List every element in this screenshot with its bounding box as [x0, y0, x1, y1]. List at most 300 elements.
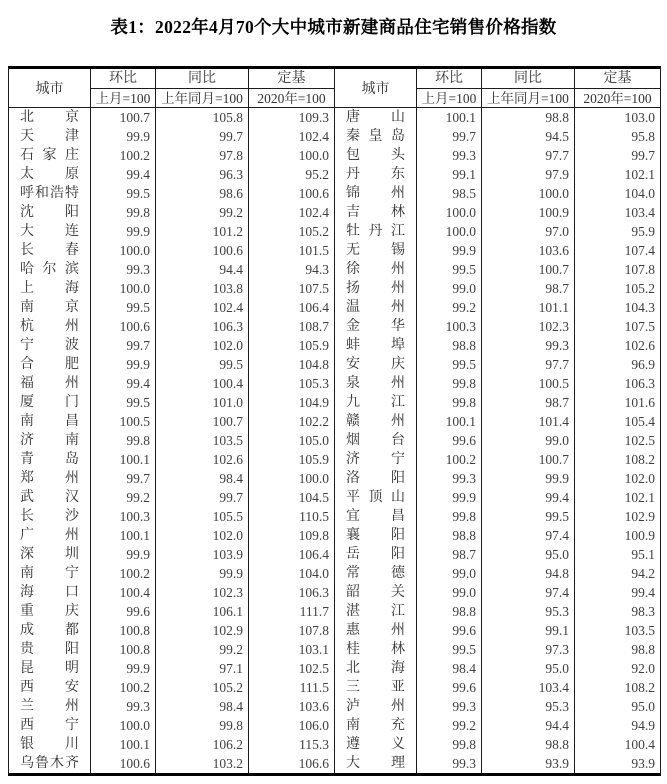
- column-header-city: 城市: [335, 69, 416, 108]
- yoy-value: 100.5: [481, 374, 574, 393]
- fixed-base-value: 95.9: [574, 222, 660, 241]
- yoy-value: 98.6: [155, 184, 248, 203]
- city-name: 长春: [20, 243, 79, 258]
- yoy-value: 98.7: [481, 393, 574, 412]
- yoy-value: 95.0: [481, 545, 574, 564]
- fixed-base-value: 102.0: [574, 469, 660, 488]
- yoy-value: 103.9: [155, 545, 248, 564]
- city-name: 天津: [20, 129, 79, 144]
- fixed-base-value: 96.9: [574, 355, 660, 374]
- column-subheader-fixed-base: 2020年=100: [574, 89, 660, 108]
- mom-value: 99.2: [416, 716, 481, 735]
- yoy-value: 103.2: [155, 754, 248, 773]
- fixed-base-value: 107.5: [574, 317, 660, 336]
- mom-value: 100.6: [90, 754, 155, 773]
- mom-value: 99.6: [90, 602, 155, 621]
- fixed-base-value: 102.4: [248, 203, 334, 222]
- fixed-base-value: 106.4: [248, 298, 334, 317]
- fixed-base-value: 107.8: [574, 260, 660, 279]
- city-name: 南京: [20, 300, 79, 315]
- column-header-mom: 环比: [90, 69, 155, 89]
- column-subheader-yoy-base: 上年同月=100: [481, 89, 574, 108]
- city-name: 大连: [20, 224, 79, 239]
- city-name: 泉州: [346, 376, 405, 391]
- fixed-base-value: 100.9: [574, 526, 660, 545]
- city-name: 襄阳: [346, 528, 405, 543]
- mom-value: 100.0: [416, 222, 481, 241]
- yoy-value: 99.9: [481, 469, 574, 488]
- mom-value: 99.5: [90, 393, 155, 412]
- mom-value: 99.0: [416, 279, 481, 298]
- fixed-base-value: 105.2: [574, 279, 660, 298]
- fixed-base-value: 105.9: [248, 450, 334, 469]
- yoy-value: 98.4: [155, 469, 248, 488]
- yoy-value: 99.2: [155, 203, 248, 222]
- yoy-value: 105.8: [155, 108, 248, 127]
- table-header-left: [9, 69, 334, 108]
- city-name: 北京: [20, 110, 79, 125]
- yoy-value: 106.3: [155, 317, 248, 336]
- yoy-value: 95.3: [481, 602, 574, 621]
- yoy-value: 101.1: [481, 298, 574, 317]
- yoy-value: 99.1: [481, 621, 574, 640]
- fixed-base-value: 103.0: [574, 108, 660, 127]
- fixed-base-value: 94.2: [574, 564, 660, 583]
- city-name: 泸州: [346, 699, 405, 714]
- fixed-base-value: 99.4: [574, 583, 660, 602]
- column-header-city: 城市: [9, 69, 90, 108]
- city-name: 吉林: [346, 205, 405, 220]
- city-name: 九江: [346, 395, 405, 410]
- column-subheader-fixed-base: 2020年=100: [248, 89, 334, 108]
- city-name: 兰州: [20, 699, 79, 714]
- mom-value: 99.7: [416, 127, 481, 146]
- fixed-base-value: 94.9: [574, 716, 660, 735]
- yoy-value: 102.3: [155, 583, 248, 602]
- mom-value: 99.9: [416, 488, 481, 507]
- yoy-value: 101.2: [155, 222, 248, 241]
- yoy-value: 98.8: [481, 735, 574, 754]
- yoy-value: 102.9: [155, 621, 248, 640]
- fixed-base-value: 109.3: [248, 108, 334, 127]
- city-name: 洛阳: [346, 471, 405, 486]
- yoy-value: 94.5: [481, 127, 574, 146]
- mom-value: 100.6: [90, 317, 155, 336]
- fixed-base-value: 104.0: [574, 184, 660, 203]
- mom-value: 100.0: [90, 716, 155, 735]
- city-name: 成都: [20, 623, 79, 638]
- fixed-base-value: 103.4: [574, 203, 660, 222]
- mom-value: 99.2: [416, 298, 481, 317]
- city-name: 扬州: [346, 281, 405, 296]
- fixed-base-value: 104.9: [248, 393, 334, 412]
- yoy-value: 95.3: [481, 697, 574, 716]
- fixed-base-value: 105.4: [574, 412, 660, 431]
- yoy-value: 101.0: [155, 393, 248, 412]
- city-name: 深圳: [20, 547, 79, 562]
- mom-value: 98.8: [416, 602, 481, 621]
- yoy-value: 99.0: [481, 431, 574, 450]
- mom-value: 99.3: [90, 697, 155, 716]
- yoy-value: 100.6: [155, 241, 248, 260]
- yoy-value: 105.5: [155, 507, 248, 526]
- city-name: 西宁: [20, 718, 79, 733]
- yoy-value: 97.4: [481, 526, 574, 545]
- fixed-base-value: 104.0: [248, 564, 334, 583]
- city-name: 锦州: [346, 186, 405, 201]
- column-subheader-mom-base: 上月=100: [416, 89, 481, 108]
- yoy-value: 102.3: [481, 317, 574, 336]
- mom-value: 99.8: [416, 735, 481, 754]
- mom-value: 100.3: [416, 317, 481, 336]
- city-name: 上海: [20, 281, 79, 296]
- mom-value: 100.8: [90, 621, 155, 640]
- mom-value: 99.9: [90, 659, 155, 678]
- yoy-value: 100.7: [481, 450, 574, 469]
- city-name: 海口: [20, 585, 79, 600]
- city-name: 武汉: [20, 490, 79, 505]
- fixed-base-value: 103.6: [248, 697, 334, 716]
- fixed-base-value: 103.1: [248, 640, 334, 659]
- fixed-base-value: 104.3: [574, 298, 660, 317]
- yoy-value: 103.5: [155, 431, 248, 450]
- yoy-value: 97.7: [481, 355, 574, 374]
- yoy-value: 96.3: [155, 165, 248, 184]
- mom-value: 99.6: [416, 678, 481, 697]
- city-name: 哈尔滨: [20, 262, 79, 277]
- city-name: 岳阳: [346, 547, 405, 562]
- yoy-value: 99.5: [155, 355, 248, 374]
- yoy-value: 101.4: [481, 412, 574, 431]
- fixed-base-value: 108.2: [574, 450, 660, 469]
- city-name: 烟台: [346, 433, 405, 448]
- yoy-value: 98.7: [481, 279, 574, 298]
- fixed-base-value: 100.0: [248, 146, 334, 165]
- city-name: 宁波: [20, 338, 79, 353]
- fixed-base-value: 102.4: [248, 127, 334, 146]
- city-name: 牡丹江: [346, 224, 405, 239]
- yoy-value: 97.0: [481, 222, 574, 241]
- yoy-value: 99.9: [155, 564, 248, 583]
- city-name: 蚌埠: [346, 338, 405, 353]
- mom-value: 99.0: [416, 564, 481, 583]
- city-name: 唐山: [346, 110, 405, 125]
- mom-value: 99.9: [416, 241, 481, 260]
- yoy-value: 99.8: [155, 716, 248, 735]
- mom-value: 99.3: [416, 469, 481, 488]
- city-name: 沈阳: [20, 205, 79, 220]
- mom-value: 99.9: [90, 545, 155, 564]
- fixed-base-value: 102.6: [574, 336, 660, 355]
- yoy-value: 106.2: [155, 735, 248, 754]
- yoy-value: 106.1: [155, 602, 248, 621]
- yoy-value: 99.3: [481, 336, 574, 355]
- yoy-value: 103.6: [481, 241, 574, 260]
- yoy-value: 100.9: [481, 203, 574, 222]
- city-name: 厦门: [20, 395, 79, 410]
- mom-value: 100.5: [90, 412, 155, 431]
- city-name: 平顶山: [346, 490, 405, 505]
- fixed-base-value: 107.8: [248, 621, 334, 640]
- yoy-value: 99.2: [155, 640, 248, 659]
- city-name: 福州: [20, 376, 79, 391]
- yoy-value: 105.2: [155, 678, 248, 697]
- fixed-base-value: 92.0: [574, 659, 660, 678]
- city-name: 韶关: [346, 585, 405, 600]
- city-name: 南宁: [20, 566, 79, 581]
- yoy-value: 99.7: [155, 127, 248, 146]
- mom-value: 99.2: [90, 488, 155, 507]
- mom-value: 99.8: [416, 393, 481, 412]
- city-name: 南昌: [20, 414, 79, 429]
- fixed-base-value: 111.5: [248, 678, 334, 697]
- yoy-value: 97.7: [481, 146, 574, 165]
- yoy-value: 100.4: [155, 374, 248, 393]
- yoy-value: 102.0: [155, 526, 248, 545]
- city-name: 银川: [20, 737, 79, 752]
- fixed-base-value: 98.8: [574, 640, 660, 659]
- fixed-base-value: 102.1: [574, 165, 660, 184]
- fixed-base-value: 104.5: [248, 488, 334, 507]
- page-title: 表1：2022年4月70个大中城市新建商品住宅销售价格指数: [110, 17, 557, 37]
- city-name: 太原: [20, 167, 79, 182]
- city-name: 合肥: [20, 357, 79, 372]
- fixed-base-value: 104.8: [248, 355, 334, 374]
- city-name: 广州: [20, 528, 79, 543]
- yoy-value: 99.7: [155, 488, 248, 507]
- fixed-base-value: 102.2: [248, 412, 334, 431]
- mom-value: 99.3: [416, 754, 481, 773]
- mom-value: 99.8: [416, 374, 481, 393]
- mom-value: 99.6: [416, 621, 481, 640]
- fixed-base-value: 99.7: [574, 146, 660, 165]
- fixed-base-value: 102.1: [574, 488, 660, 507]
- mom-value: 100.2: [90, 146, 155, 165]
- city-name: 石家庄: [20, 148, 79, 163]
- fixed-base-value: 106.3: [574, 374, 660, 393]
- mom-value: 99.3: [90, 260, 155, 279]
- mom-value: 98.8: [416, 336, 481, 355]
- fixed-base-value: 102.5: [574, 431, 660, 450]
- mom-value: 99.4: [90, 374, 155, 393]
- mom-value: 100.1: [416, 412, 481, 431]
- city-name: 遵义: [346, 737, 405, 752]
- city-name: 常德: [346, 566, 405, 581]
- mom-value: 99.5: [90, 298, 155, 317]
- fixed-base-value: 106.0: [248, 716, 334, 735]
- fixed-base-value: 108.2: [574, 678, 660, 697]
- city-name: 济南: [20, 433, 79, 448]
- city-name: 大理: [346, 756, 405, 771]
- fixed-base-value: 107.5: [248, 279, 334, 298]
- city-name: 湛江: [346, 604, 405, 619]
- fixed-base-value: 101.5: [248, 241, 334, 260]
- price-index-table: [8, 66, 661, 776]
- city-name: 杭州: [20, 319, 79, 334]
- fixed-base-value: 98.3: [574, 602, 660, 621]
- fixed-base-value: 103.5: [574, 621, 660, 640]
- mom-value: 99.7: [90, 469, 155, 488]
- mom-value: 100.3: [90, 507, 155, 526]
- fixed-base-value: 110.5: [248, 507, 334, 526]
- mom-value: 100.7: [90, 108, 155, 127]
- city-name: 济宁: [346, 452, 405, 467]
- yoy-value: 94.8: [481, 564, 574, 583]
- yoy-value: 103.4: [481, 678, 574, 697]
- mom-value: 100.2: [90, 564, 155, 583]
- city-name: 惠州: [346, 623, 405, 638]
- mom-value: 99.8: [416, 507, 481, 526]
- yoy-value: 102.0: [155, 336, 248, 355]
- mom-value: 100.0: [90, 241, 155, 260]
- city-name: 贵阳: [20, 642, 79, 657]
- yoy-value: 97.3: [481, 640, 574, 659]
- city-name: 重庆: [20, 604, 79, 619]
- column-header-fixed-base: 定基: [574, 69, 660, 89]
- fixed-base-value: 108.7: [248, 317, 334, 336]
- fixed-base-value: 95.2: [248, 165, 334, 184]
- column-header-fixed-base: 定基: [248, 69, 334, 89]
- fixed-base-value: 106.6: [248, 754, 334, 773]
- city-name: 郑州: [20, 471, 79, 486]
- table-left-half: [9, 69, 334, 773]
- city-name: 西安: [20, 680, 79, 695]
- fixed-base-value: 102.5: [248, 659, 334, 678]
- yoy-value: 97.8: [155, 146, 248, 165]
- mom-value: 99.9: [90, 127, 155, 146]
- fixed-base-value: 105.2: [248, 222, 334, 241]
- fixed-base-value: 106.3: [248, 583, 334, 602]
- mom-value: 99.5: [90, 184, 155, 203]
- mom-value: 99.3: [416, 697, 481, 716]
- yoy-value: 103.8: [155, 279, 248, 298]
- mom-value: 99.6: [416, 431, 481, 450]
- table-body-right: [335, 108, 660, 773]
- fixed-base-value: 109.8: [248, 526, 334, 545]
- city-name: 青岛: [20, 452, 79, 467]
- mom-value: 100.1: [90, 735, 155, 754]
- mom-value: 100.4: [90, 583, 155, 602]
- mom-value: 99.8: [90, 431, 155, 450]
- column-subheader-yoy-base: 上年同月=100: [155, 89, 248, 108]
- fixed-base-value: 111.7: [248, 602, 334, 621]
- column-subheader-mom-base: 上月=100: [90, 89, 155, 108]
- yoy-value: 94.4: [481, 716, 574, 735]
- mom-value: 98.7: [416, 545, 481, 564]
- fixed-base-value: 106.4: [248, 545, 334, 564]
- fixed-base-value: 100.0: [248, 469, 334, 488]
- mom-value: 100.0: [416, 203, 481, 222]
- fixed-base-value: 105.9: [248, 336, 334, 355]
- mom-value: 100.1: [416, 108, 481, 127]
- city-name: 安庆: [346, 357, 405, 372]
- yoy-value: 100.0: [481, 184, 574, 203]
- yoy-value: 97.1: [155, 659, 248, 678]
- yoy-value: 102.6: [155, 450, 248, 469]
- city-name: 徐州: [346, 262, 405, 277]
- mom-value: 100.1: [90, 526, 155, 545]
- yoy-value: 99.5: [481, 507, 574, 526]
- city-name: 无锡: [346, 243, 405, 258]
- fixed-base-value: 115.3: [248, 735, 334, 754]
- yoy-value: 100.7: [155, 412, 248, 431]
- mom-value: 100.8: [90, 640, 155, 659]
- fixed-base-value: 101.6: [574, 393, 660, 412]
- mom-value: 99.3: [416, 146, 481, 165]
- city-name: 金华: [346, 319, 405, 334]
- yoy-value: 97.9: [481, 165, 574, 184]
- city-name: 三亚: [346, 680, 405, 695]
- city-name: 包头: [346, 148, 405, 163]
- yoy-value: 102.4: [155, 298, 248, 317]
- mom-value: 99.9: [90, 355, 155, 374]
- fixed-base-value: 105.0: [248, 431, 334, 450]
- fixed-base-value: 100.4: [574, 735, 660, 754]
- mom-value: 99.0: [416, 583, 481, 602]
- fixed-base-value: 100.6: [248, 184, 334, 203]
- fixed-base-value: 95.0: [574, 697, 660, 716]
- yoy-value: 97.4: [481, 583, 574, 602]
- fixed-base-value: 94.3: [248, 260, 334, 279]
- city-name: 长沙: [20, 509, 79, 524]
- yoy-value: 98.4: [155, 697, 248, 716]
- city-name: 赣州: [346, 414, 405, 429]
- city-name: 丹东: [346, 167, 405, 182]
- yoy-value: 93.9: [481, 754, 574, 773]
- mom-value: 99.8: [90, 203, 155, 222]
- yoy-value: 95.0: [481, 659, 574, 678]
- column-header-yoy: 同比: [155, 69, 248, 89]
- fixed-base-value: 95.8: [574, 127, 660, 146]
- city-name: 乌鲁木齐: [20, 756, 79, 771]
- city-name: 昆明: [20, 661, 79, 676]
- city-name: 桂林: [346, 642, 405, 657]
- mom-value: 99.5: [416, 640, 481, 659]
- fixed-base-value: 93.9: [574, 754, 660, 773]
- fixed-base-value: 102.9: [574, 507, 660, 526]
- fixed-base-value: 95.1: [574, 545, 660, 564]
- city-name: 秦皇岛: [346, 129, 405, 144]
- city-name: 宜昌: [346, 509, 405, 524]
- fixed-base-value: 105.3: [248, 374, 334, 393]
- city-name: 北海: [346, 661, 405, 676]
- mom-value: 99.5: [416, 260, 481, 279]
- yoy-value: 94.4: [155, 260, 248, 279]
- mom-value: 98.5: [416, 184, 481, 203]
- mom-value: 99.9: [90, 222, 155, 241]
- mom-value: 99.1: [416, 165, 481, 184]
- city-name: 呼和浩特: [20, 186, 79, 201]
- mom-value: 98.8: [416, 526, 481, 545]
- yoy-value: 99.4: [481, 488, 574, 507]
- column-header-yoy: 同比: [481, 69, 574, 89]
- mom-value: 99.5: [416, 355, 481, 374]
- column-header-mom: 环比: [416, 69, 481, 89]
- table-right-half: [334, 69, 660, 773]
- mom-value: 98.4: [416, 659, 481, 678]
- city-name: 南充: [346, 718, 405, 733]
- mom-value: 100.2: [416, 450, 481, 469]
- fixed-base-value: 107.4: [574, 241, 660, 260]
- mom-value: 99.7: [90, 336, 155, 355]
- mom-value: 100.2: [90, 678, 155, 697]
- table-header-right: [335, 69, 660, 108]
- mom-value: 100.0: [90, 279, 155, 298]
- city-name: 温州: [346, 300, 405, 315]
- table-body-left: [9, 108, 334, 773]
- mom-value: 99.4: [90, 165, 155, 184]
- yoy-value: 98.8: [481, 108, 574, 127]
